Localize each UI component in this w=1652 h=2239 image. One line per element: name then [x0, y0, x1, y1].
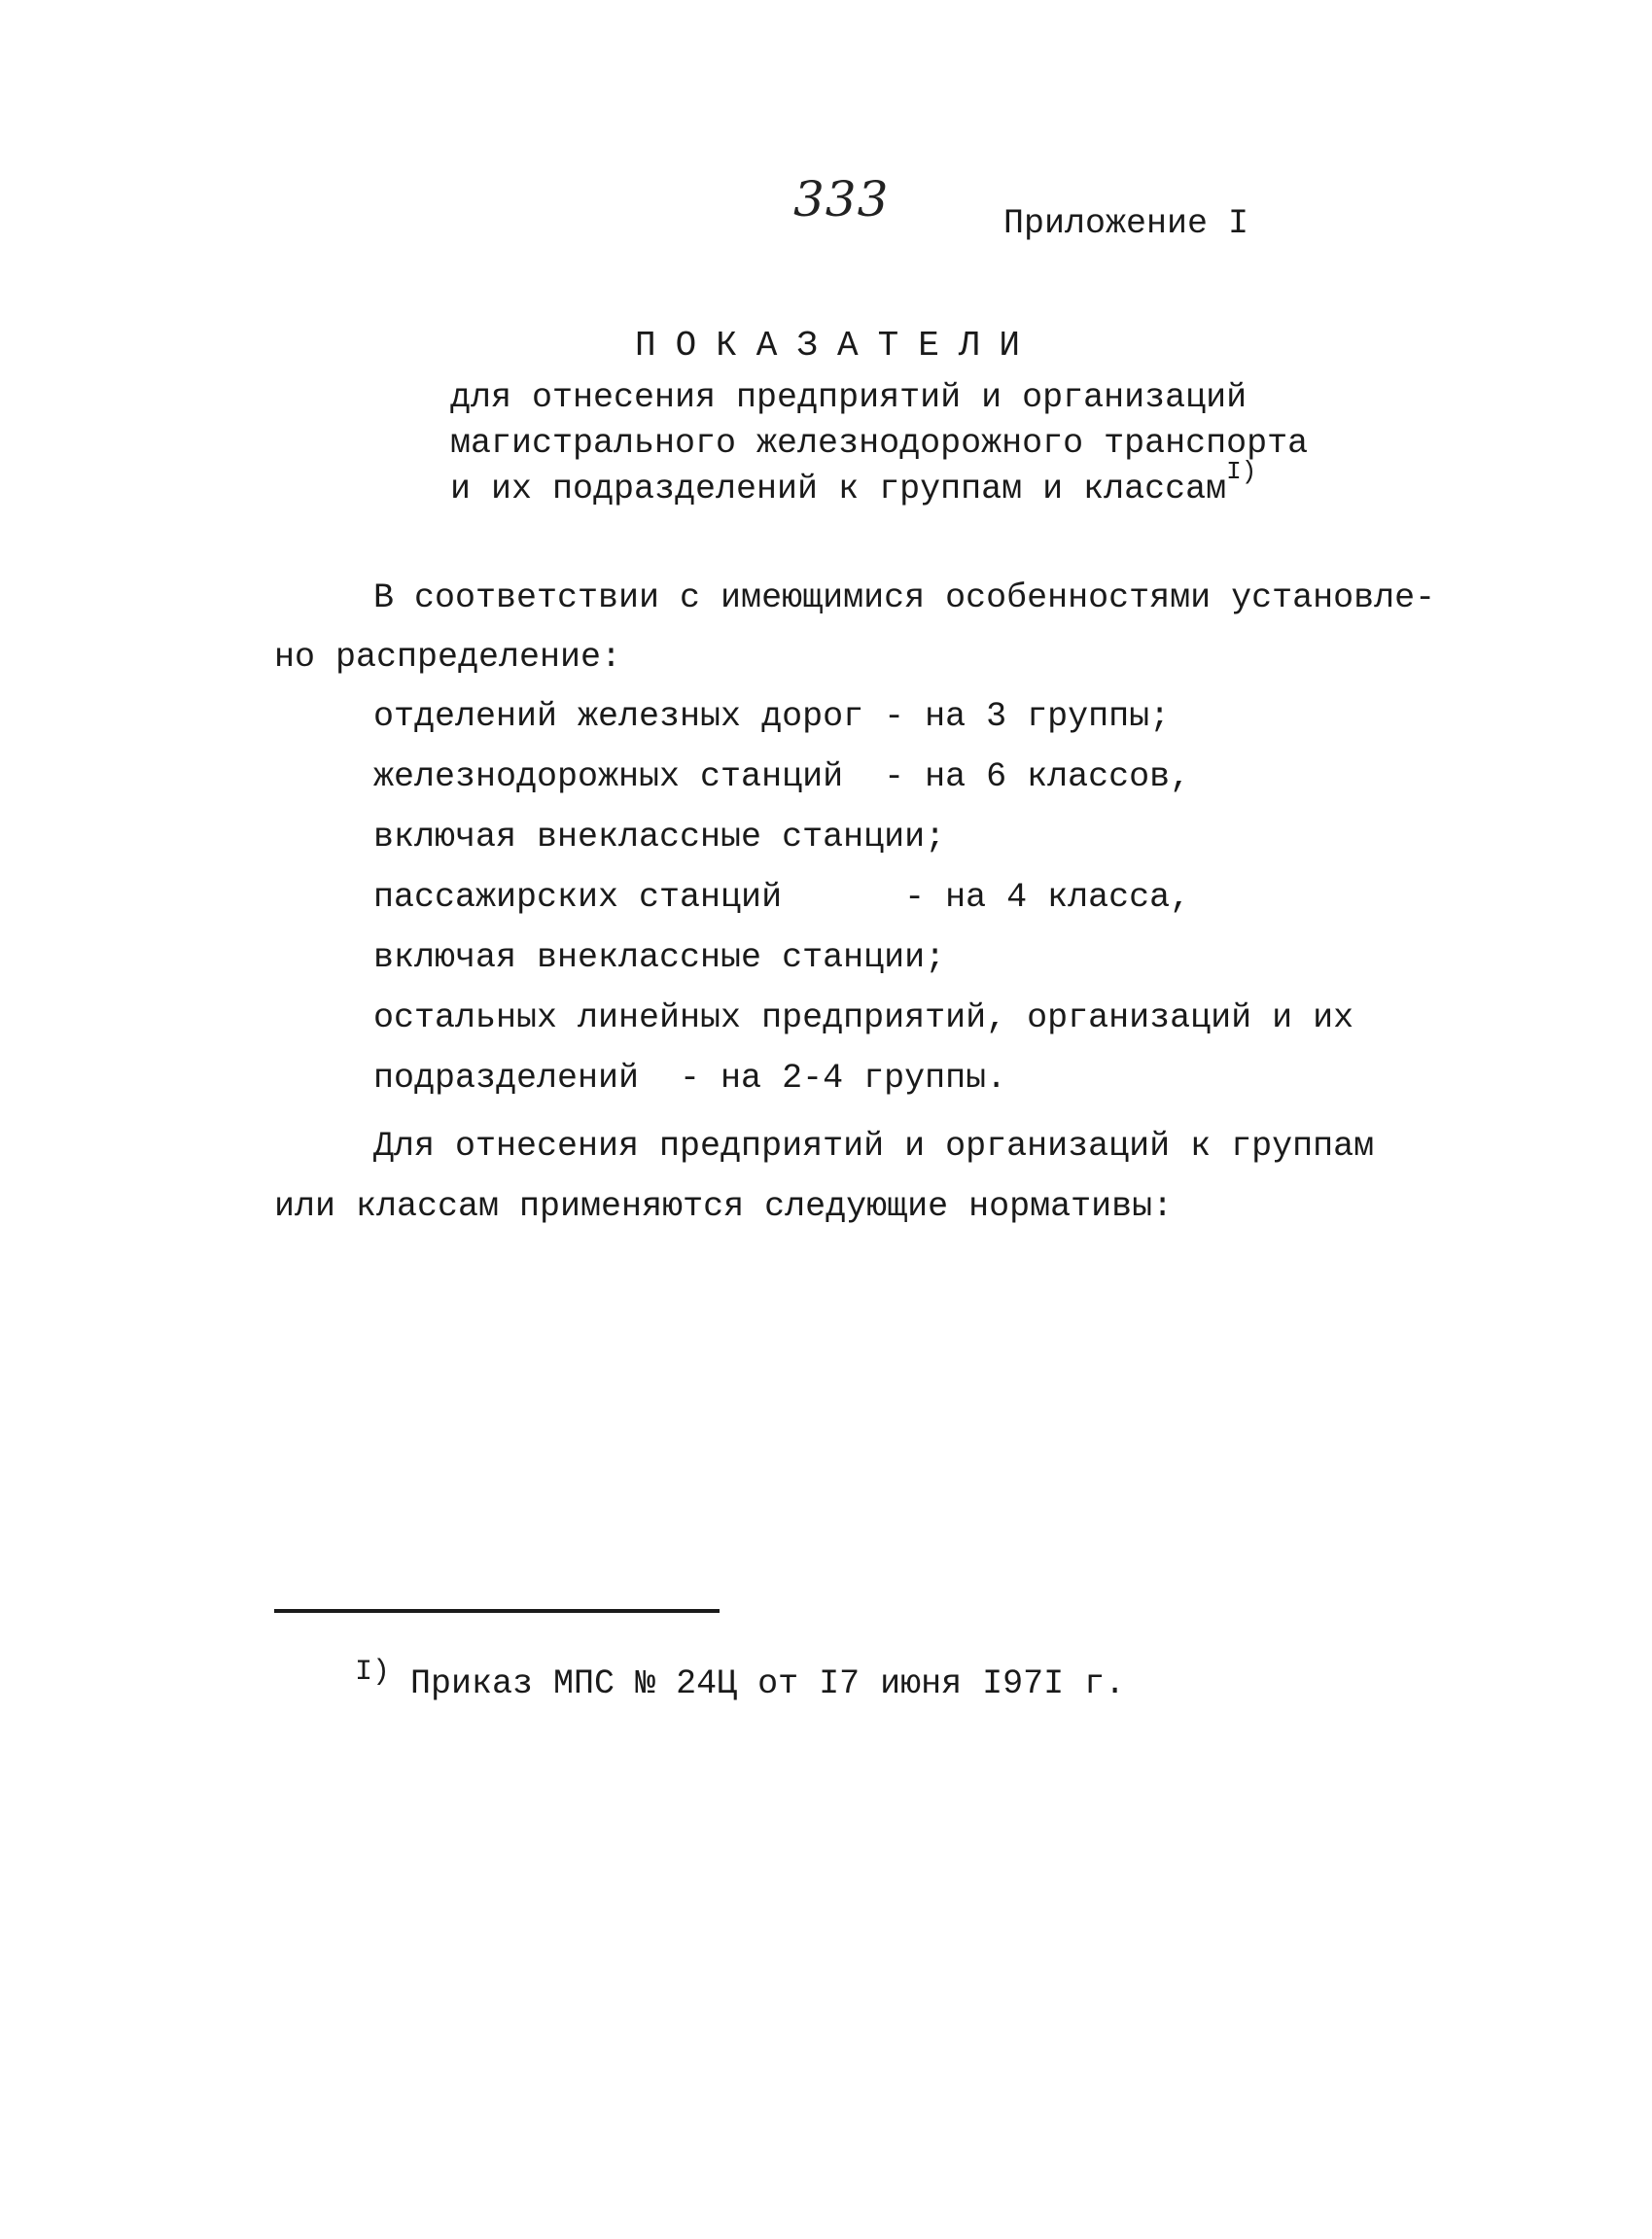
- list-item-railway-stations-note: включая внеклассные станции;: [373, 818, 946, 857]
- title-heading: ПОКАЗАТЕЛИ: [635, 326, 1040, 366]
- list-item-other-enterprises-line-2: подразделений - на 2-4 группы.: [373, 1059, 1007, 1098]
- title-line-2: магистрального железнодорожного транспорта: [450, 424, 1309, 463]
- intro-line-1: В соответствии с имеющимися особенностями установле-: [373, 578, 1436, 617]
- list-item-other-enterprises-line-1: остальных линейных предприятий, организаций и их: [373, 998, 1354, 1037]
- appendix-label: Приложение I: [1003, 204, 1249, 243]
- title-line-3-text: и их подразделений к группам и классам: [450, 470, 1227, 508]
- list-item-railway-stations: железнодорожных станций - на 6 классов,: [373, 757, 1191, 796]
- footnote-text: Приказ МПС № 24Ц от I7 июня I97I г.: [410, 1664, 1126, 1703]
- list-item-passenger-stations-note: включая внеклассные станции;: [373, 938, 946, 977]
- title-line-1: для отнесения предприятий и организаций: [450, 378, 1248, 417]
- closing-line-1: Для отнесения предприятий и организаций к группам: [373, 1127, 1375, 1166]
- footnote-rule: [274, 1609, 720, 1613]
- footnote-marker: I): [355, 1656, 391, 1689]
- page-number: 333: [793, 171, 890, 227]
- footnote: [355, 1656, 1126, 1703]
- closing-line-2: или классам применяются следующие нормативы:: [274, 1187, 1174, 1226]
- title-footnote-marker: I): [1226, 457, 1257, 486]
- list-item-railway-divisions: отделений железных дорог - на 3 группы;: [373, 697, 1171, 736]
- list-item-passenger-stations: пассажирских станций - на 4 класса,: [373, 878, 1191, 917]
- title-line-3: [450, 457, 1257, 514]
- intro-line-2: но распределение:: [274, 638, 622, 677]
